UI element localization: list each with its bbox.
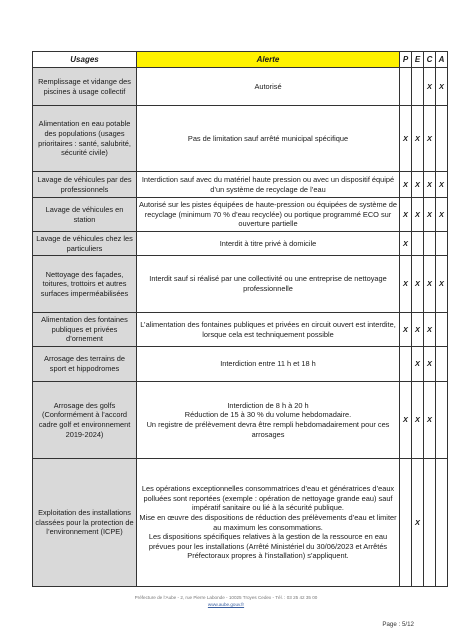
header-c: C [424,52,436,68]
table-row [33,232,448,256]
c-mark: X [424,106,436,172]
header-e: E [412,52,424,68]
page-number: Page : 5/12 [382,621,414,628]
p-mark [400,459,412,587]
p-mark: X [400,382,412,459]
usage-cell: Nettoyage des façades, toitures, trottoirs et autres surfaces imperméabilisées [33,256,137,313]
a-mark [436,382,448,459]
p-mark: X [400,106,412,172]
e-mark [412,68,424,106]
c-mark: X [424,198,436,232]
footer-address: Préfecture de l’Aube - 2, rue Pierre Labonde - 10025 Troyes Cedex - Tél. : 03 25 42 35 00 [134,595,318,600]
e-mark: X [412,198,424,232]
a-mark: X [436,172,448,198]
table-row [33,172,448,198]
p-mark: X [400,256,412,313]
restrictions-table [32,51,448,587]
footer-url-link[interactable]: www.aube.gouv.fr [207,602,245,607]
table-header-row [33,52,448,68]
c-mark: X [424,382,436,459]
c-mark [424,232,436,256]
table-row [33,256,448,313]
p-mark: X [400,172,412,198]
a-mark [436,313,448,347]
header-usages: Usages [33,52,137,68]
alerte-cell: Interdiction entre 11 h et 18 h [137,347,400,382]
alerte-cell: Autorisé sur les pistes équipées de haute-pression ou équipées de système de recyclage (minimum 70 % d’eau recyclée) ou portique programmé ECO sur ouverture partielle [137,198,400,232]
usage-cell: Lavage de véhicules chez les particuliers [33,232,137,256]
e-mark [412,232,424,256]
a-mark [436,347,448,382]
c-mark: X [424,68,436,106]
table-row [33,106,448,172]
table-row [33,347,448,382]
header-p: P [400,52,412,68]
header-alerte: Alerte [137,52,400,68]
e-mark: X [412,106,424,172]
p-mark: X [400,198,412,232]
alerte-cell: Interdit à titre privé à domicile [137,232,400,256]
p-mark [400,347,412,382]
alerte-cell: Autorisé [137,68,400,106]
c-mark: X [424,256,436,313]
usage-cell: Remplissage et vidange des piscines à usage collectif [33,68,137,106]
a-mark: X [436,198,448,232]
c-mark: X [424,347,436,382]
alerte-cell: Interdiction sauf avec du matériel haute pression ou avec un dispositif équipé d’un système de recyclage de l’eau [137,172,400,198]
c-mark: X [424,172,436,198]
table-row [33,382,448,459]
p-mark: X [400,313,412,347]
c-mark: X [424,313,436,347]
e-mark: X [412,313,424,347]
e-mark: X [412,382,424,459]
usage-cell: Arrosage des golfs (Conformément à l’accord cadre golf et environnement 2019-2024) [33,382,137,459]
alerte-cell: Les opérations exceptionnelles consommatrices d’eau et génératrices d’eaux polluées sont reportées (exemple : opération de nettoyage grande eau) sauf impératif sanitaire ou lié à la sécurité publique. Mise en œuvre des dispositions de réduction des prélèvements d’eau et limiter au maximum les consommations. Les dispositions spécifiques relatives à la gestion de la ressource en eau prévues pour les installations (Arrêté Ministériel du 30/06/2023 et Arrêtés Préfectoraux propres à l’installation) s’appliquent. [137,459,400,587]
table-row [33,68,448,106]
a-mark [436,459,448,587]
usage-cell: Lavage de véhicules en station [33,198,137,232]
c-mark [424,459,436,587]
page-footer [0,594,452,608]
alerte-cell: Pas de limitation sauf arrêté municipal spécifique [137,106,400,172]
a-mark [436,232,448,256]
alerte-cell: Interdiction de 8 h à 20 h Réduction de 15 à 30 % du volume hebdomadaire. Un registre de prélèvement devra être rempli hebdomadairement pour ces arrosages [137,382,400,459]
table-row [33,459,448,587]
header-a: A [436,52,448,68]
e-mark: X [412,459,424,587]
a-mark: X [436,256,448,313]
p-mark: X [400,232,412,256]
e-mark: X [412,347,424,382]
a-mark [436,106,448,172]
table-row [33,198,448,232]
usage-cell: Alimentation des fontaines publiques et privées d’ornement [33,313,137,347]
a-mark: X [436,68,448,106]
usage-cell: Exploitation des installations classées pour la protection de l’environnement (ICPE) [33,459,137,587]
usage-cell: Arrosage des terrains de sport et hippodromes [33,347,137,382]
usage-cell: Lavage de véhicules par des professionnels [33,172,137,198]
p-mark [400,68,412,106]
usage-cell: Alimentation en eau potable des populations (usages prioritaires : santé, salubrité, sécurité civile) [33,106,137,172]
alerte-cell: Interdit sauf si réalisé par une collectivité ou une entreprise de nettoyage professionnelle [137,256,400,313]
e-mark: X [412,172,424,198]
table-row [33,313,448,347]
alerte-cell: L’alimentation des fontaines publiques et privées en circuit ouvert est interdite, lorsque cela est techniquement possible [137,313,400,347]
e-mark: X [412,256,424,313]
